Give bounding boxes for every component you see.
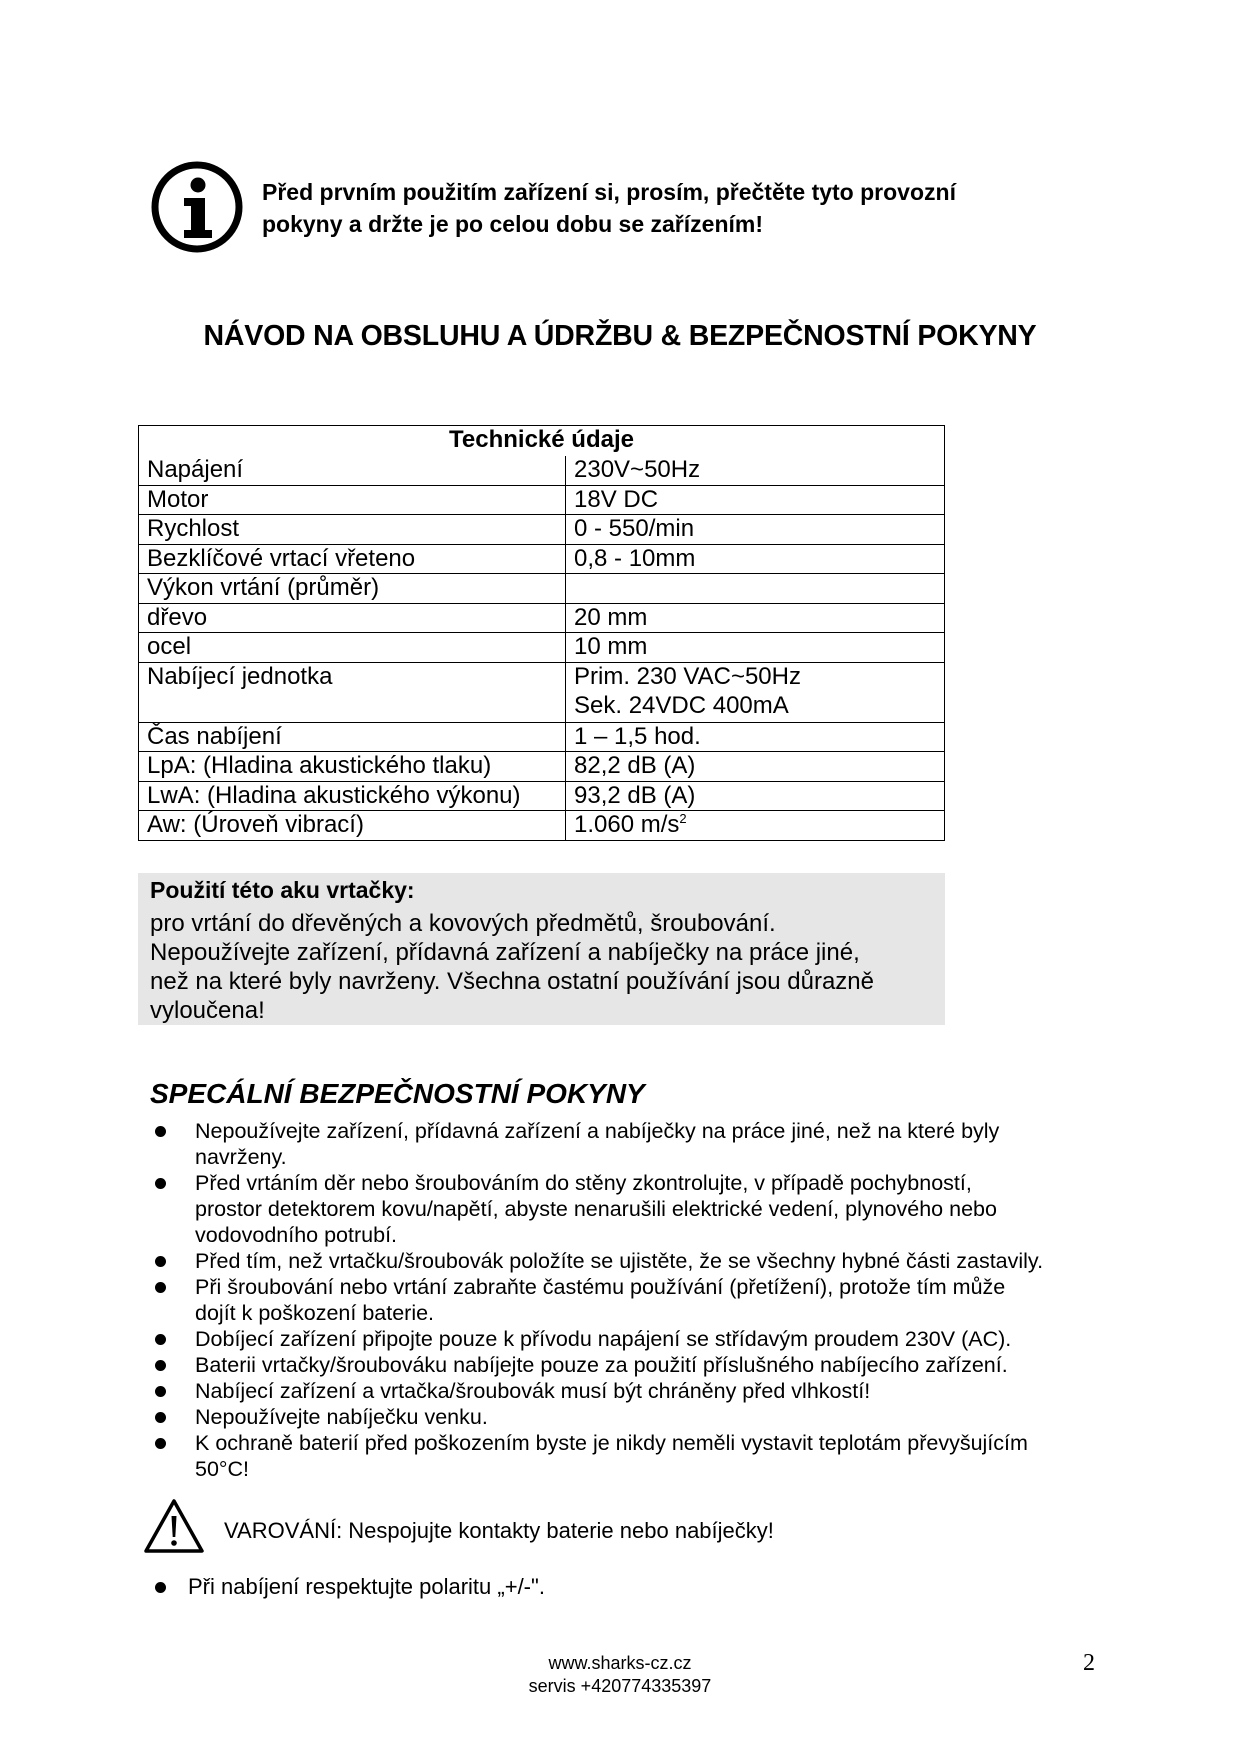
table-row	[139, 544, 945, 574]
spec-value: 230V~50Hz	[566, 456, 945, 485]
polarity-note: Při nabíjení respektujte polaritu „+/-".	[150, 1574, 545, 1600]
spec-label: Motor	[139, 485, 566, 515]
special-safety-title: SPECÁLNÍ BEZPEČNOSTNÍ POKYNY	[150, 1078, 645, 1109]
footer-service: servis +420774335397	[528, 1676, 712, 1696]
list-item-line: Před tím, než vrtačku/šroubovák položíte se ujistěte, že se všechny hybné části zastavily.	[195, 1249, 1044, 1273]
spec-label: LpA: (Hladina akustického tlaku)	[139, 752, 566, 782]
table-row	[139, 722, 945, 752]
footer-website: www.sharks-cz.cz	[548, 1653, 692, 1673]
list-item	[150, 1248, 1120, 1274]
list-item	[150, 1326, 1120, 1352]
spec-label: Napájení	[139, 456, 566, 485]
table-row	[139, 603, 945, 633]
list-item-line: vodovodního potrubí.	[195, 1223, 398, 1247]
list-item-line: Nepoužívejte zařízení, přídavná zařízení a nabíječky na práce jiné, než na které byly	[195, 1119, 1000, 1143]
table-row	[139, 485, 945, 515]
usage-title: Použití této aku vrtačky:	[150, 877, 415, 903]
table-row	[139, 633, 945, 663]
info-icon	[150, 160, 244, 254]
spec-value: 93,2 dB (A)	[566, 781, 945, 811]
superscript: 2	[679, 811, 687, 826]
spec-value-line: Prim. 230 VAC~50Hz	[574, 662, 801, 690]
page-title: NÁVOD NA OBSLUHU A ÚDRŽBU & BEZPEČNOSTNÍ POKYNY	[203, 320, 1037, 352]
list-item-line: K ochraně baterií před poškozením byste je nikdy neměli vystavit teplotám převyšujícím	[195, 1431, 1028, 1455]
spec-value: 20 mm	[566, 603, 945, 633]
page-number: 2	[1083, 1650, 1095, 1676]
list-item-line: dojít k poškození baterie.	[195, 1301, 435, 1325]
spec-label: Aw: (Úroveň vibrací)	[139, 811, 566, 841]
footer	[0, 1652, 1240, 1698]
technical-specs-table	[138, 425, 945, 841]
list-item-line: Před vrtáním děr nebo šroubováním do stěny zkontrolujte, v případě pochybností,	[195, 1171, 972, 1195]
spec-label: Výkon vrtání (průměr)	[139, 574, 566, 604]
spec-label: LwA: (Hladina akustického výkonu)	[139, 781, 566, 811]
warning-triangle-icon	[143, 1498, 205, 1554]
spec-label: Čas nabíjení	[139, 722, 566, 752]
usage-line: než na které byly navrženy. Všechna ostatní používání jsou důrazně	[150, 968, 874, 995]
notice-text	[262, 176, 1082, 240]
spec-value	[566, 574, 945, 604]
table-row	[139, 515, 945, 545]
notice-line-1: Před prvním použitím zařízení si, prosím, přečtěte tyto provozní	[262, 179, 956, 205]
spec-value-text: 1.060 m/s	[574, 811, 680, 838]
list-item	[150, 1274, 1120, 1326]
spec-value: 10 mm	[566, 633, 945, 663]
list-item-line: Dobíjecí zařízení připojte pouze k přívodu napájení se střídavým proudem 230V (AC).	[195, 1327, 1012, 1351]
spec-value: 0 - 550/min	[566, 515, 945, 545]
usage-line: Nepoužívejte zařízení, přídavná zařízení a nabíječky na práce jiné,	[150, 939, 860, 966]
table-row	[139, 662, 945, 722]
list-item-line: Baterii vrtačky/šroubováku nabíjejte pouze za použití příslušného nabíjecího zařízení.	[195, 1353, 1008, 1377]
spec-value: 18V DC	[566, 485, 945, 515]
list-item-line: Nabíjecí zařízení a vrtačka/šroubovák musí být chráněny před vlhkostí!	[195, 1379, 871, 1403]
table-heading: Technické údaje	[139, 426, 945, 457]
table-row	[139, 811, 945, 841]
usage-line: vyloučena!	[150, 997, 265, 1024]
list-item	[150, 1430, 1120, 1482]
notice-line-2: pokyny a držte je po celou dobu se zařízením!	[262, 211, 763, 237]
table-row	[139, 574, 945, 604]
spec-value-line: Sek. 24VDC 400mA	[574, 692, 789, 719]
list-item	[150, 1170, 1120, 1248]
usage-text	[150, 909, 933, 1025]
spec-value: 1 – 1,5 hod.	[566, 722, 945, 752]
list-item-line: 50°C!	[195, 1457, 250, 1481]
table-row	[139, 752, 945, 782]
list-item	[150, 1118, 1120, 1170]
spec-label: Nabíjecí jednotka	[139, 662, 566, 722]
list-item-line: Při šroubování nebo vrtání zabraňte častému používání (přetížení), protože tím může	[195, 1275, 1006, 1299]
spec-value: 0,8 - 10mm	[566, 544, 945, 574]
usage-box	[138, 873, 945, 1025]
list-item	[150, 1352, 1120, 1378]
warning-text: VAROVÁNÍ: Nespojujte kontakty baterie nebo nabíječky!	[224, 1518, 774, 1543]
spec-value	[566, 662, 945, 722]
spec-label: Rychlost	[139, 515, 566, 545]
table-row	[139, 456, 945, 485]
spec-label: dřevo	[139, 603, 566, 633]
list-item	[150, 1378, 1120, 1404]
list-item-line: Nepoužívejte nabíječku venku.	[195, 1405, 488, 1429]
spec-value: 82,2 dB (A)	[566, 752, 945, 782]
usage-line: pro vrtání do dřevěných a kovových předmětů, šroubování.	[150, 910, 776, 937]
table-header-row	[139, 426, 945, 457]
spec-label: ocel	[139, 633, 566, 663]
list-item-line: prostor detektorem kovu/napětí, abyste nenarušili elektrické vedení, plynového nebo	[195, 1197, 997, 1221]
table-row	[139, 781, 945, 811]
list-item-line: navrženy.	[195, 1145, 287, 1169]
spec-value	[566, 811, 945, 841]
safety-list	[150, 1118, 1120, 1482]
list-item	[150, 1404, 1120, 1430]
spec-label: Bezklíčové vrtací vřeteno	[139, 544, 566, 574]
